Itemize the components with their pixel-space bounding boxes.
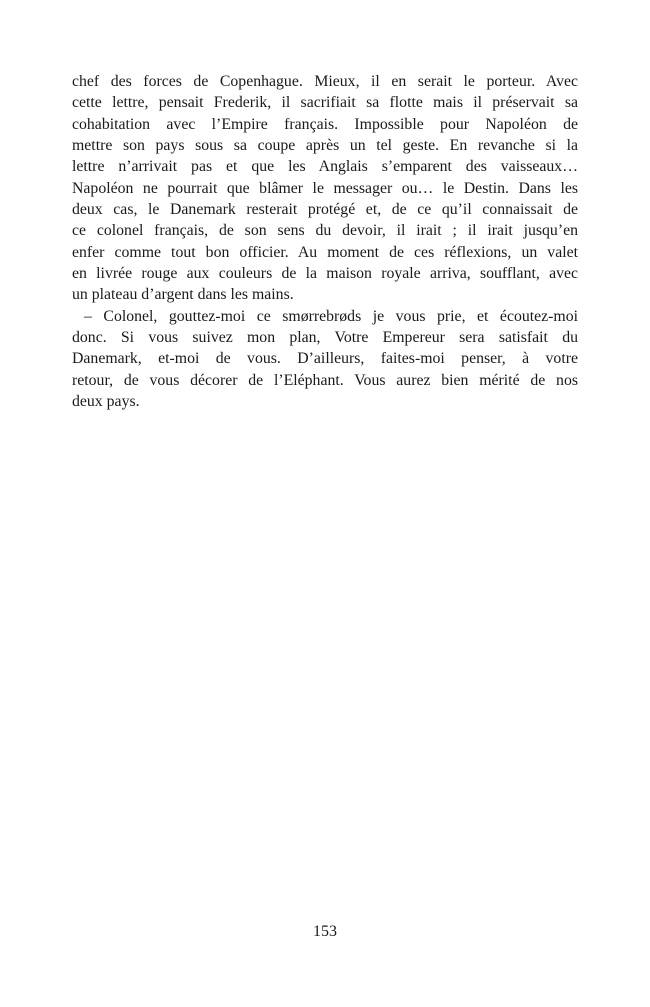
paragraph <box>72 71 578 306</box>
text-line: Napoléon ne pourrait que blâmer le messager ou… le Destin. Dans les <box>72 179 578 197</box>
text-line: enfer comme tout bon officier. Au moment de ces réflexions, un valet <box>72 243 578 261</box>
text-line: donc. Si vous suivez mon plan, Votre Empereur sera satisfait du <box>72 329 578 347</box>
text-line: un plateau d’argent dans les mains. <box>72 286 294 304</box>
text-line: deux pays. <box>72 393 140 411</box>
text-line: retour, de vous décorer de l’Eléphant. Vous aurez bien mérité de nos <box>72 371 578 389</box>
paragraph <box>72 306 578 413</box>
text-line: Danemark, et-moi de vous. D’ailleurs, faites-moi penser, à votre <box>72 350 578 368</box>
text-line: – Colonel, gouttez-moi ce smørrebrøds je vous prie, et écoutez-moi <box>84 307 578 325</box>
text-line: mettre son pays sous sa coupe après un tel geste. En revanche si la <box>72 137 578 155</box>
text-line: chef des forces de Copenhague. Mieux, il en serait le porteur. Avec <box>72 73 578 90</box>
text-line: cette lettre, pensait Frederik, il sacrifiait sa flotte mais il préservait sa <box>72 94 578 112</box>
text-block <box>72 71 578 413</box>
text-line: cohabitation avec l’Empire français. Impossible pour Napoléon de <box>72 115 578 133</box>
text-line: deux cas, le Danemark resterait protégé et, de ce qu’il connaissait de <box>72 201 578 219</box>
text-line: en livrée rouge aux couleurs de la maison royale arriva, soufflant, avec <box>72 265 578 283</box>
page-number: 153 <box>313 923 337 940</box>
text-line: lettre n’arrivait pas et que les Anglais s’emparent des vaisseaux… <box>72 158 578 176</box>
text-line: ce colonel français, de son sens du devoir, il irait ; il irait jusqu’en <box>72 222 578 240</box>
